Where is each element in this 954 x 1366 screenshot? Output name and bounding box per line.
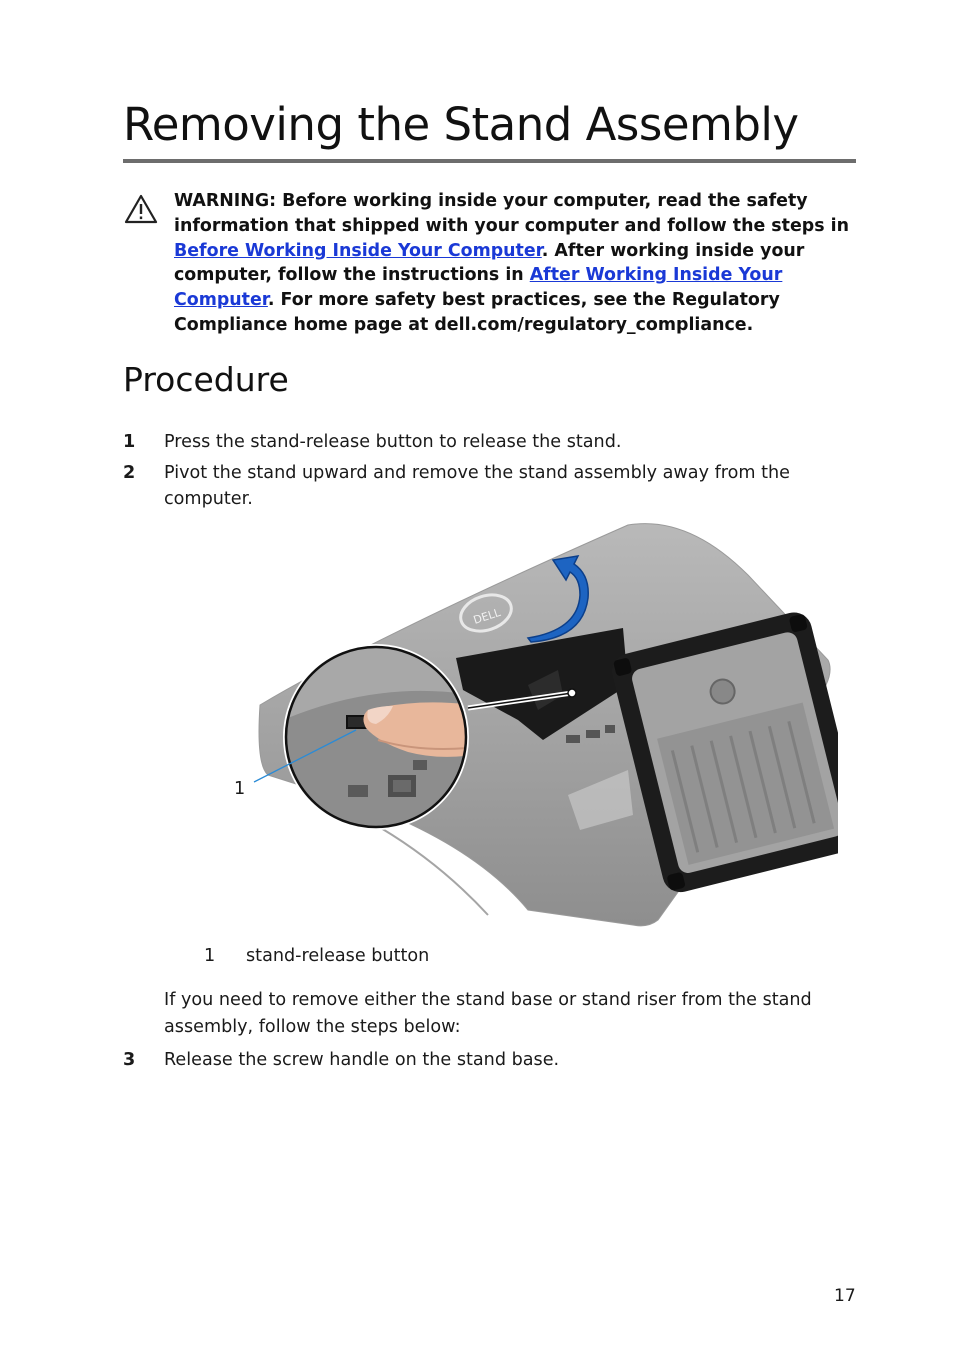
legend-number: 1 <box>204 946 216 966</box>
stand-assembly-illustration <box>228 520 838 928</box>
step-text: Pivot the stand upward and remove the stand assembly away from the computer. <box>164 463 790 509</box>
dell-logo: DELL <box>471 605 503 627</box>
note-paragraph: If you need to remove either the stand base or stand riser from the stand assembly, follow the steps below: <box>164 990 812 1037</box>
title-divider <box>123 159 856 163</box>
callout-number: 1 <box>234 779 246 799</box>
page-number: 17 <box>834 1286 856 1306</box>
step-text: Release the screw handle on the stand base. <box>164 1050 560 1070</box>
page-title: Removing the Stand Assembly <box>123 98 799 151</box>
warning-text: WARNING: Before working inside your computer, read the safety information that shipped with your computer and follow the steps in Before Working Inside Your Computer. After working inside your computer, follow the instructions in After Working Inside Your Computer. For more safety best practices, see the Regulatory Compliance home page at dell.com/regulatory_compliance. <box>174 191 849 335</box>
before-working-link[interactable]: Before Working Inside Your Computer <box>174 240 542 261</box>
step-number: 1 <box>123 432 136 452</box>
section-heading-procedure: Procedure <box>123 360 289 399</box>
step-number: 3 <box>123 1050 136 1070</box>
warning-triangle-icon <box>124 194 158 224</box>
step-number: 2 <box>123 463 136 483</box>
after-working-link[interactable]: After Working Inside Your Computer <box>174 265 783 311</box>
legend-label: stand-release button <box>246 946 430 966</box>
step-text: Press the stand-release button to release the stand. <box>164 432 622 452</box>
